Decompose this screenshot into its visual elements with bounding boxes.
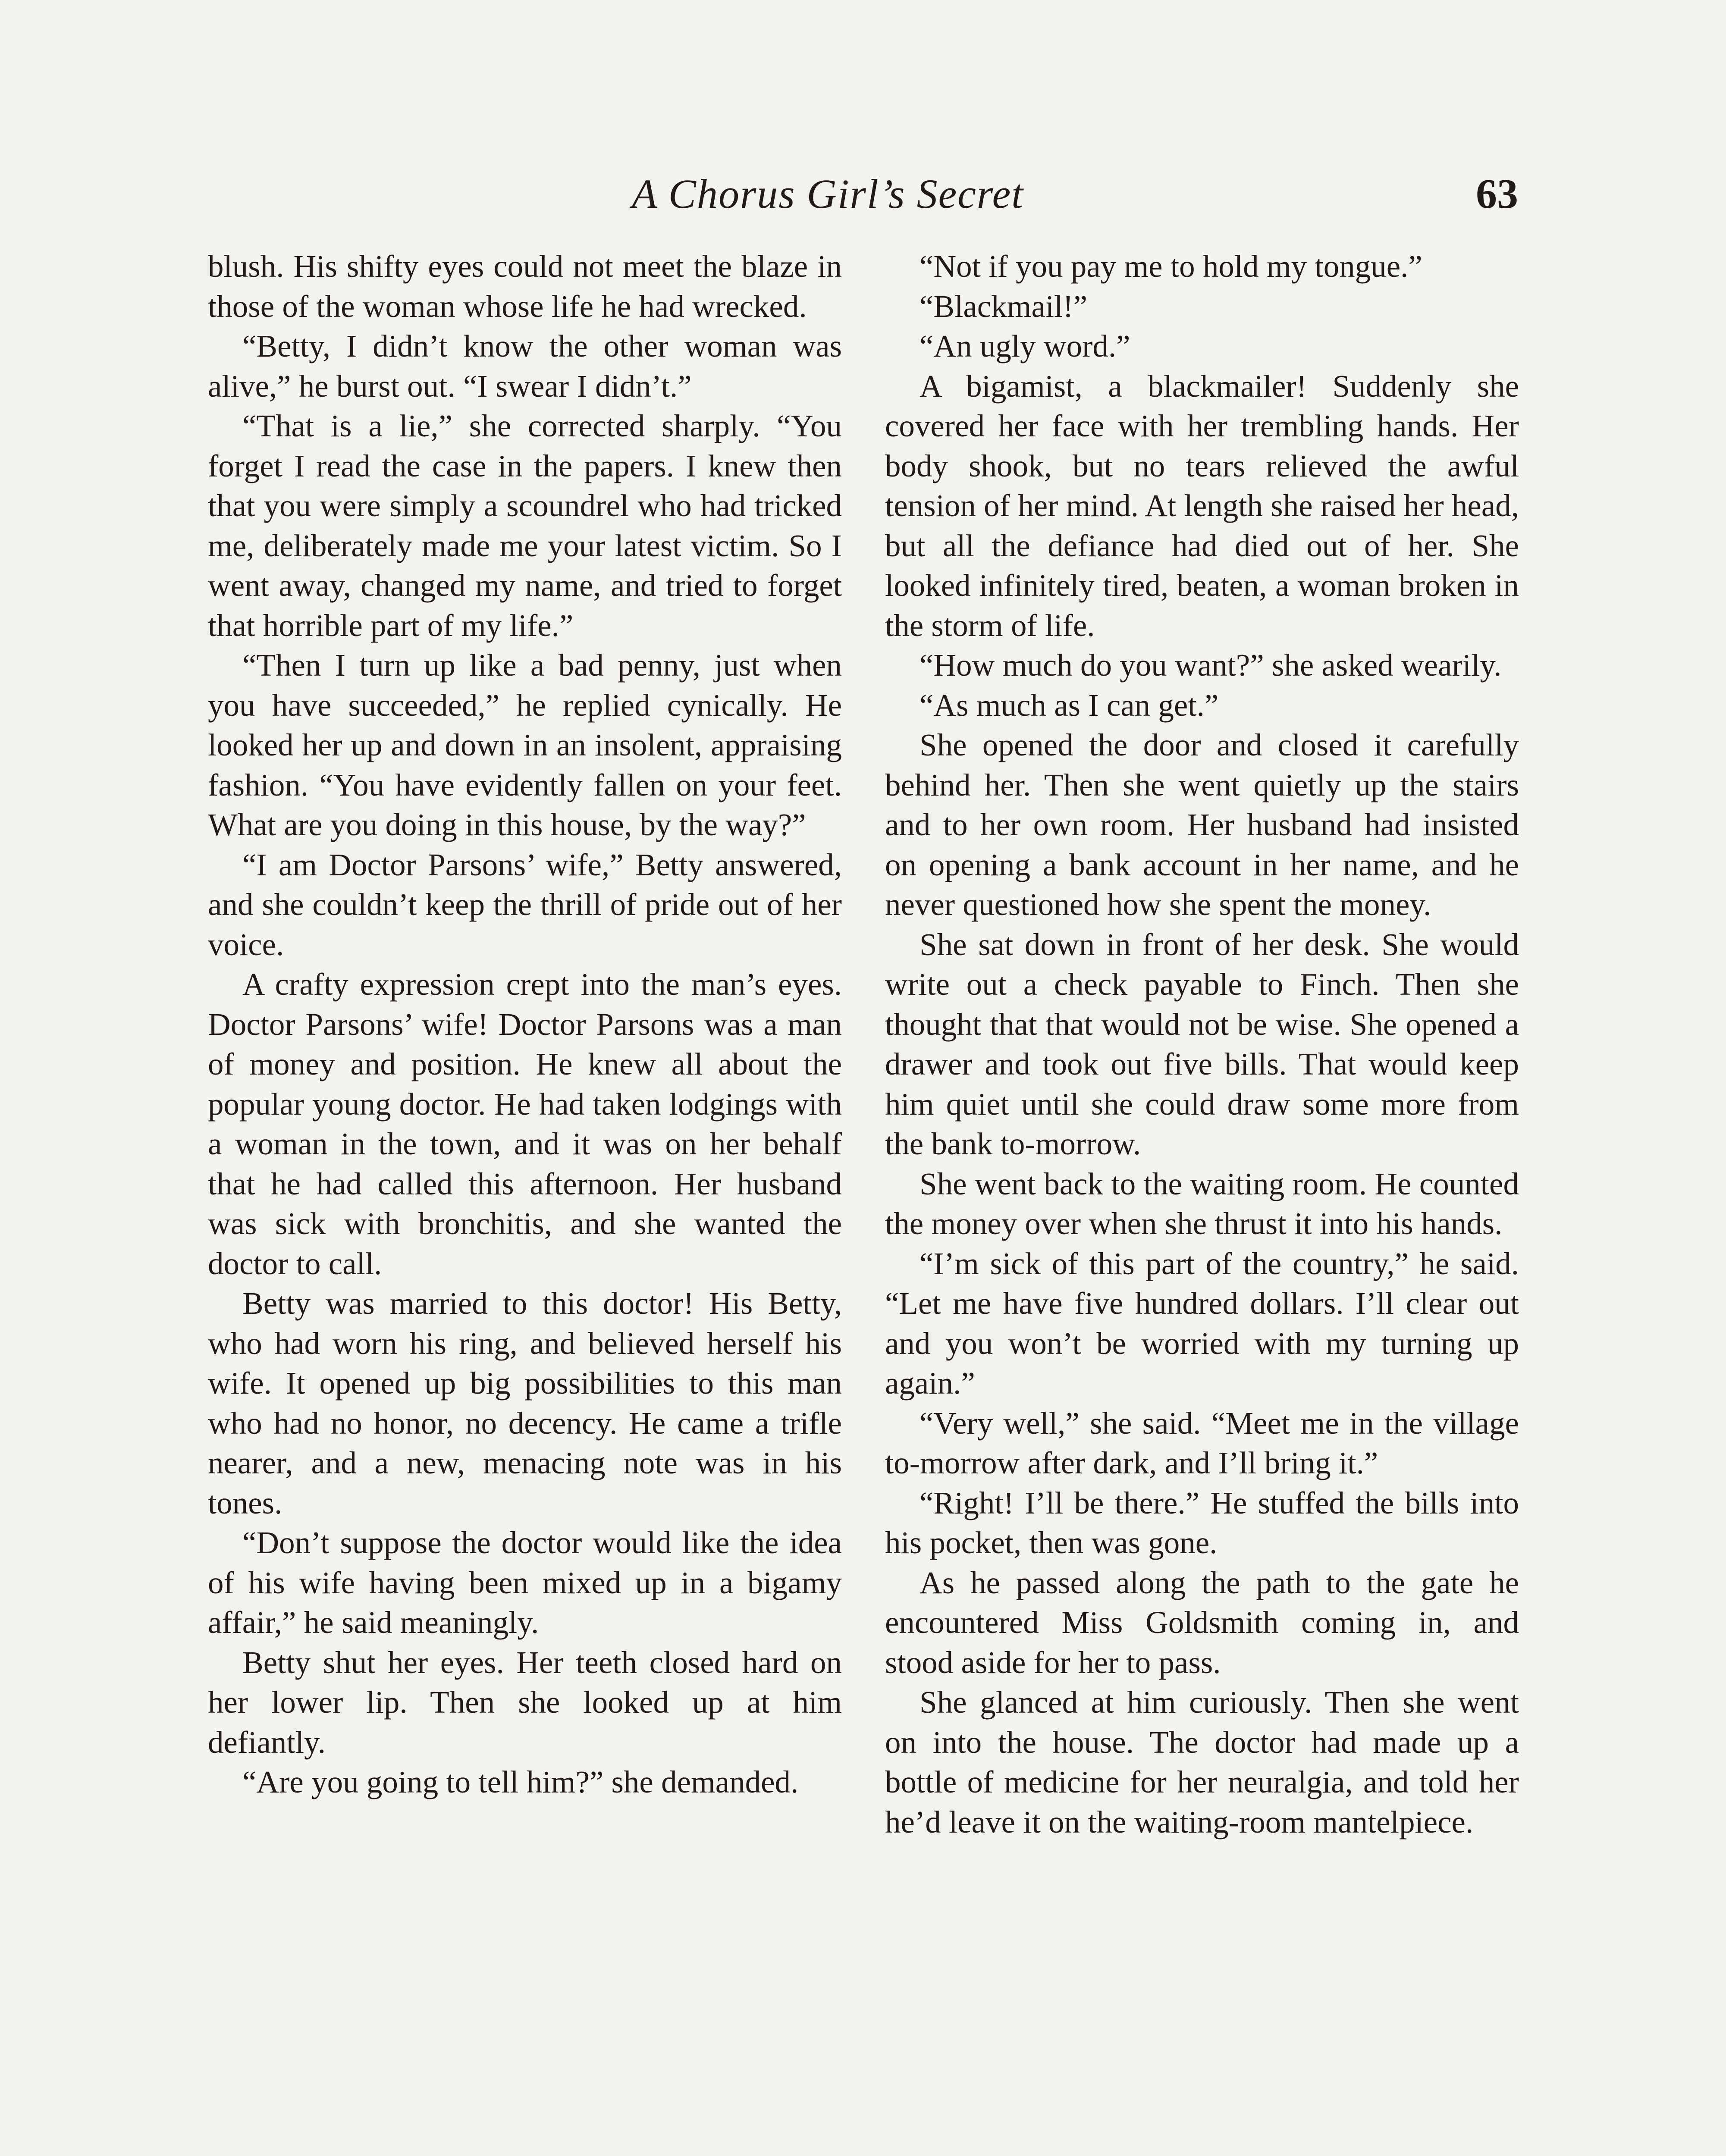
paragraph: “Don’t suppose the doctor would like the idea of his wife having been mixed up in a bigamy affair,” he said meaningly. — [208, 1525, 842, 1640]
paragraph: blush. His shifty eyes could not meet the blaze in those of the woman whose life he had wrecked. — [208, 249, 842, 324]
paragraph: “Then I turn up like a bad penny, just when you have succeeded,” he replied cynically. He looked her up and down in an insolent, appraising fashion. “You have evidently fallen on your feet. What are you doing in this house, by the way?” — [208, 648, 842, 842]
paragraph: “Are you going to tell him?” she demanded. — [242, 1764, 799, 1799]
paragraph: “I am Doctor Parsons’ wife,” Betty answered, and she couldn’t keep the thrill of pride out of her voice. — [208, 847, 842, 962]
paragraph: She glanced at him curiously. Then she went on into the house. The doctor had made up a bottle of medicine for her neuralgia, and told her he’d leave it on the waiting-room mantelpiece. — [885, 1685, 1519, 1839]
paragraph: “As much as I can get.” — [919, 687, 1219, 723]
paragraph: “How much do you want?” she asked wearily. — [919, 648, 1502, 683]
paragraph: She went back to the waiting room. He counted the money over when she thrust it into his hands. — [885, 1166, 1519, 1241]
paragraph: Betty shut her eyes. Her teeth closed hard on her lower lip. Then she looked up at him defiantly. — [208, 1645, 842, 1760]
paragraph: “That is a lie,” she corrected sharply. “You forget I read the case in the papers. I knew then that you were simply a scoundrel who had tricked me, deliberately made me your latest victim. So I went away, changed my name, and tried to forget that horrible part of my life.” — [208, 408, 842, 643]
paragraph: Betty was married to this doctor! His Betty, who had worn his ring, and believed herself his wife. It opened up big possibilities to this man who had no honor, no decency. He came a trifle nearer, and a new, menacing note was in his tones. — [208, 1286, 842, 1520]
paragraph: A crafty expression crept into the man’s eyes. Doctor Parsons’ wife! Doctor Parsons was a man of money and position. He knew all about the popular young doctor. He had taken lodgings with a woman in the town, and it was on her behalf that he had called this afternoon. Her husband was sick with bronchitis, and she wanted the doctor to call. — [208, 967, 842, 1281]
paragraph: A bigamist, a blackmailer! Suddenly she covered her face with her trembling hands. Her body shook, but no tears relieved the awful tension of her mind. At length she raised her head, but all the defiance had died out of her. She looked infinitely tired, beaten, a woman broken in the storm of life. — [885, 368, 1519, 643]
paragraph: She opened the door and closed it carefully behind her. Then she went quietly up the stairs and to her own room. Her husband had insisted on opening a bank account in her name, and he never questioned how she spent the money. — [885, 727, 1519, 922]
left-column — [208, 247, 842, 1802]
page-header — [207, 166, 1518, 231]
paragraph: “Betty, I didn’t know the other woman was alive,” he burst out. “I swear I didn’t.” — [208, 329, 842, 404]
paragraph: “I’m sick of this part of the country,” he said. “Let me have five hundred dollars. I’ll clear out and you won’t be worried with my turning up again.” — [885, 1246, 1519, 1401]
paragraph: “Blackmail!” — [919, 288, 1088, 324]
paragraph: “Right! I’ll be there.” He stuffed the bills into his pocket, then was gone. — [885, 1485, 1519, 1560]
right-column — [885, 247, 1519, 1842]
running-title: A Chorus Girl’s Secret — [632, 171, 1024, 217]
page-number: 63 — [1476, 171, 1518, 217]
paragraph: “Not if you pay me to hold my tongue.” — [919, 249, 1422, 284]
paragraph: She sat down in front of her desk. She would write out a check payable to Finch. Then she thought that that would not be wise. She opened a drawer and took out five bills. That would keep him quiet until she could draw some more from the bank to-morrow. — [885, 927, 1519, 1161]
paragraph: “Very well,” she said. “Meet me in the village to-morrow after dark, and I’ll bring it.” — [885, 1405, 1519, 1480]
paragraph: As he passed along the path to the gate he encountered Miss Goldsmith coming in, and stood aside for her to pass. — [885, 1565, 1519, 1680]
paragraph: “An ugly word.” — [919, 329, 1130, 364]
